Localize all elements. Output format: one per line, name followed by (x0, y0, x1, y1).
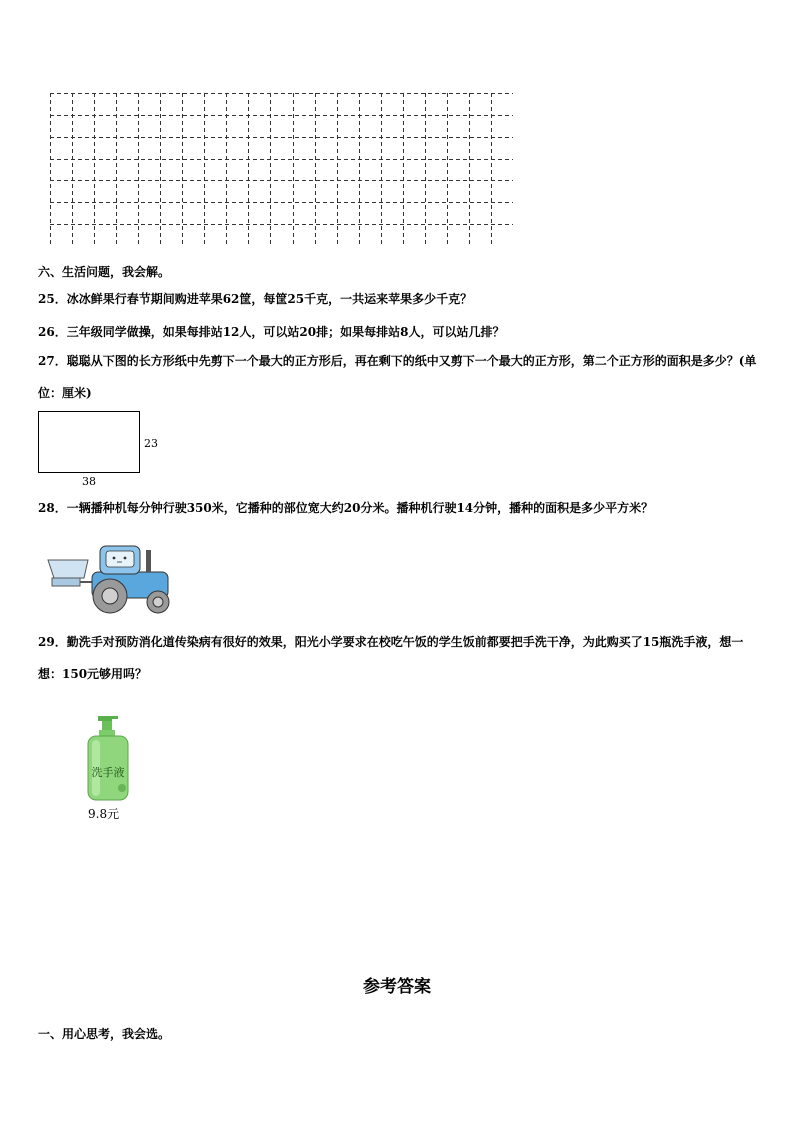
rectangle-width-label: 38 (82, 475, 96, 488)
answers-section-1: 一、用心思考，我会选。 (38, 1027, 171, 1041)
bottle-label: 洗手液 (91, 766, 125, 779)
section-6-title: 六、生活问题，我会解。 (38, 265, 171, 279)
question-25: 25．冰冰鲜果行春节期间购进苹果62筐，每筐25千克，一共运来苹果多少千克？ (38, 292, 473, 306)
question-26: 26．三年级同学做操，如果每排站12人，可以站20排；如果每排站8人，可以站几排？ (38, 325, 505, 339)
writing-grid (50, 93, 513, 246)
question-29: 29．勤洗手对预防消化道传染病有很好的效果，阳光小学要求在校吃午饭的学生饭前都要把手洗干净，为此购买了15瓶洗手液，想一想：150元够用吗？ (38, 635, 744, 681)
rectangle-height-label: 23 (144, 437, 158, 450)
question-27: 27．聪聪从下图的长方形纸中先剪下一个最大的正方形后，再在剩下的纸中又剪下一个最大的正方形，第二个正方形的面积是多少？(单位：厘米) (38, 354, 757, 400)
seeder-tractor-image (44, 538, 184, 616)
rectangle-figure (38, 411, 140, 473)
hand-soap-bottle-image (84, 714, 144, 804)
question-28: 28．一辆播种机每分钟行驶350米，它播种的部位宽大约20分米。播种机行驶14分钟，播种的面积是多少平方米？ (38, 501, 654, 515)
answers-heading: 参考答案 (363, 977, 431, 997)
soap-price: 9.8元 (88, 807, 120, 821)
